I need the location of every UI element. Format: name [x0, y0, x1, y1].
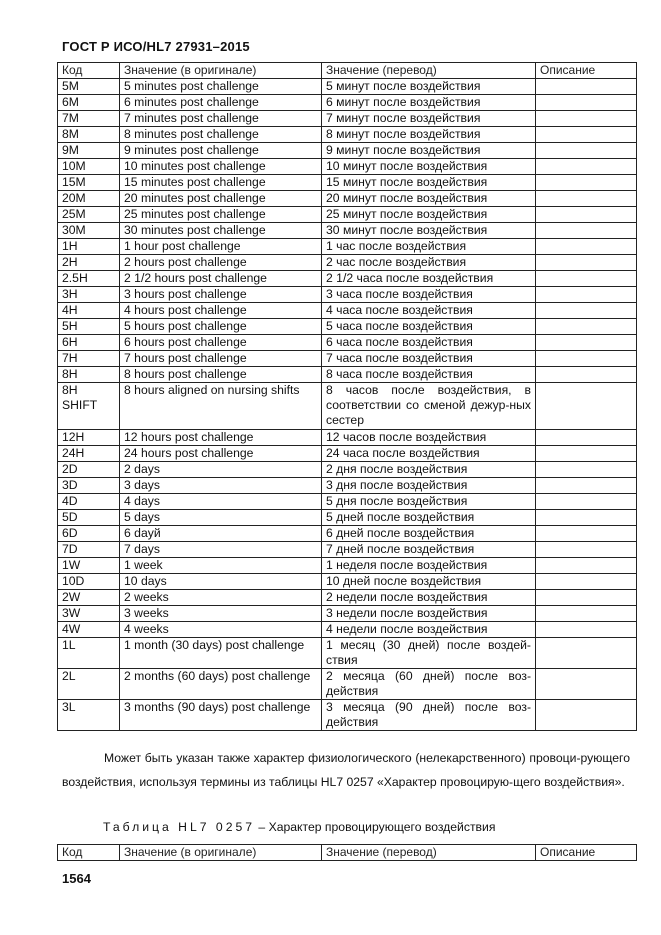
table-row — [58, 462, 637, 478]
original-cell: 3 weeks — [120, 606, 322, 622]
original-cell: 7 hours post challenge — [120, 351, 322, 367]
description-cell — [536, 558, 637, 574]
table-row — [58, 271, 637, 287]
code-cell: 4H — [58, 303, 120, 319]
translation-cell: 10 минут после воздействия — [322, 159, 536, 175]
translation-cell: 25 минут после воздействия — [322, 207, 536, 223]
code-cell: 4D — [58, 494, 120, 510]
description-cell — [536, 271, 637, 287]
original-cell: 3 months (90 days) post challenge — [120, 700, 322, 731]
translation-cell: 6 дней после воздействия — [322, 526, 536, 542]
description-cell — [536, 127, 637, 143]
table-row — [58, 287, 637, 303]
translation-cell: 6 минут после воздействия — [322, 95, 536, 111]
description-cell — [536, 351, 637, 367]
translation-cell: 2 час после воздействия — [322, 255, 536, 271]
description-cell — [536, 526, 637, 542]
description-cell — [536, 335, 637, 351]
original-cell: 1 week — [120, 558, 322, 574]
table-row — [58, 590, 637, 606]
header-description: Описание — [536, 63, 637, 79]
table-row — [58, 159, 637, 175]
translation-cell: 2 месяца (60 дней) после воз-действия — [322, 669, 536, 700]
table-row — [58, 430, 637, 446]
description-cell — [536, 494, 637, 510]
table-row — [58, 319, 637, 335]
code-cell: 30M — [58, 223, 120, 239]
translation-cell: 30 минут после воздействия — [322, 223, 536, 239]
original-cell: 1 hour post challenge — [120, 239, 322, 255]
table-row — [58, 542, 637, 558]
header-code: Код — [58, 63, 120, 79]
code-cell: 2.5H — [58, 271, 120, 287]
original-cell: 12 hours post challenge — [120, 430, 322, 446]
original-cell: 6 dayй — [120, 526, 322, 542]
table-0257-header — [57, 844, 637, 861]
original-cell: 2 weeks — [120, 590, 322, 606]
original-cell: 7 days — [120, 542, 322, 558]
code-cell: 3D — [58, 478, 120, 494]
code-cell: 10M — [58, 159, 120, 175]
code-cell: 25M — [58, 207, 120, 223]
header-code: Код — [58, 845, 120, 861]
translation-cell: 3 месяца (90 дней) после воз-действия — [322, 700, 536, 731]
translation-cell: 2 дня после воздействия — [322, 462, 536, 478]
code-cell: 6M — [58, 95, 120, 111]
code-cell: 2L — [58, 669, 120, 700]
translation-cell: 5 минут после воздействия — [322, 79, 536, 95]
caption-label: Таблица HL7 0257 — [103, 820, 256, 834]
original-cell: 5 minutes post challenge — [120, 79, 322, 95]
description-cell — [536, 478, 637, 494]
header-translation: Значение (перевод) — [322, 845, 536, 861]
description-cell — [536, 510, 637, 526]
translation-cell: 8 часов после воздействия, в соответствии со сменой дежур-ных сестер — [322, 383, 536, 430]
original-cell: 8 hours aligned on nursing shifts — [120, 383, 322, 430]
translation-cell: 8 часа после воздействия — [322, 367, 536, 383]
original-cell: 2 hours post challenge — [120, 255, 322, 271]
table-row — [58, 127, 637, 143]
description-cell — [536, 590, 637, 606]
description-cell — [536, 622, 637, 638]
code-cell: 2W — [58, 590, 120, 606]
page-number: 1564 — [62, 871, 91, 886]
code-cell: 8M — [58, 127, 120, 143]
translation-cell: 8 минут после воздействия — [322, 127, 536, 143]
translation-cell: 2 недели после воздействия — [322, 590, 536, 606]
original-cell: 15 minutes post challenge — [120, 175, 322, 191]
description-cell — [536, 175, 637, 191]
description-cell — [536, 319, 637, 335]
original-cell: 25 minutes post challenge — [120, 207, 322, 223]
original-cell: 1 month (30 days) post challenge — [120, 638, 322, 669]
translation-cell: 5 дней после воздействия — [322, 510, 536, 526]
description-cell — [536, 191, 637, 207]
code-cell: 7D — [58, 542, 120, 558]
description-cell — [536, 542, 637, 558]
translation-cell: 1 неделя после воздействия — [322, 558, 536, 574]
original-cell: 7 minutes post challenge — [120, 111, 322, 127]
original-cell: 5 days — [120, 510, 322, 526]
code-cell: 3H — [58, 287, 120, 303]
table-row — [58, 143, 637, 159]
description-cell — [536, 159, 637, 175]
code-cell: 6H — [58, 335, 120, 351]
description-cell — [536, 287, 637, 303]
translation-cell: 9 минут после воздействия — [322, 143, 536, 159]
description-cell — [536, 367, 637, 383]
translation-cell: 7 минут после воздействия — [322, 111, 536, 127]
table-header-row — [58, 63, 637, 79]
table-row — [58, 558, 637, 574]
original-cell: 4 days — [120, 494, 322, 510]
code-cell: 1L — [58, 638, 120, 669]
translation-cell: 1 месяц (30 дней) после воздей-ствия — [322, 638, 536, 669]
original-cell: 4 weeks — [120, 622, 322, 638]
description-cell — [536, 606, 637, 622]
original-cell: 8 minutes post challenge — [120, 127, 322, 143]
table-row — [58, 255, 637, 271]
original-cell: 8 hours post challenge — [120, 367, 322, 383]
code-cell: 7H — [58, 351, 120, 367]
code-cell: 20M — [58, 191, 120, 207]
original-cell: 4 hours post challenge — [120, 303, 322, 319]
code-cell: 5M — [58, 79, 120, 95]
header-description: Описание — [536, 845, 637, 861]
code-cell: 8H — [58, 367, 120, 383]
caption-dash: – — [255, 820, 269, 834]
table-row — [58, 351, 637, 367]
original-cell: 5 hours post challenge — [120, 319, 322, 335]
table-row — [58, 175, 637, 191]
table-row — [58, 700, 637, 731]
original-cell: 9 minutes post challenge — [120, 143, 322, 159]
description-cell — [536, 446, 637, 462]
header-original: Значение (в оригинале) — [120, 845, 322, 861]
description-cell — [536, 207, 637, 223]
description-cell — [536, 669, 637, 700]
document-header: ГОСТ Р ИСО/HL7 27931–2015 — [62, 39, 250, 54]
code-cell: 9M — [58, 143, 120, 159]
caption-title: Характер провоцирующего воздействия — [268, 820, 496, 834]
translation-cell: 12 часов после воздействия — [322, 430, 536, 446]
table-row — [58, 79, 637, 95]
code-cell: 10D — [58, 574, 120, 590]
translation-cell: 15 минут после воздействия — [322, 175, 536, 191]
table-row — [58, 526, 637, 542]
description-cell — [536, 462, 637, 478]
table-row — [58, 207, 637, 223]
description-cell — [536, 95, 637, 111]
translation-cell: 5 часа после воздействия — [322, 319, 536, 335]
description-cell — [536, 111, 637, 127]
code-cell: 2H — [58, 255, 120, 271]
original-cell: 2 days — [120, 462, 322, 478]
original-cell: 30 minutes post challenge — [120, 223, 322, 239]
translation-cell: 10 дней после воздействия — [322, 574, 536, 590]
header-translation: Значение (перевод) — [322, 63, 536, 79]
original-cell: 3 days — [120, 478, 322, 494]
translation-cell: 3 дня после воздействия — [322, 478, 536, 494]
code-cell: 8H SHIFT — [58, 383, 120, 430]
translation-cell: 4 часа после воздействия — [322, 303, 536, 319]
description-cell — [536, 383, 637, 430]
description-cell — [536, 79, 637, 95]
original-cell: 10 days — [120, 574, 322, 590]
table-row — [58, 95, 637, 111]
description-cell — [536, 700, 637, 731]
translation-cell: 7 часа после воздействия — [322, 351, 536, 367]
code-cell: 3L — [58, 700, 120, 731]
description-cell — [536, 143, 637, 159]
original-cell: 2 months (60 days) post challenge — [120, 669, 322, 700]
original-cell: 10 minutes post challenge — [120, 159, 322, 175]
body-paragraph: Может быть указан также характер физиологического (нелекарственного) провоци-рующего воздействия, используя термины из таблицы HL7 0257 «Характер провоцирую-щего воздействия». — [62, 751, 630, 789]
original-cell: 6 hours post challenge — [120, 335, 322, 351]
translation-cell: 6 часа после воздействия — [322, 335, 536, 351]
translation-cell: 3 часа после воздействия — [322, 287, 536, 303]
code-cell: 5H — [58, 319, 120, 335]
original-cell: 3 hours post challenge — [120, 287, 322, 303]
table-row — [58, 335, 637, 351]
table-header-row — [58, 845, 637, 861]
table-caption — [103, 820, 495, 834]
table-row — [58, 303, 637, 319]
translation-cell: 4 недели после воздействия — [322, 622, 536, 638]
code-cell: 5D — [58, 510, 120, 526]
code-cell: 24H — [58, 446, 120, 462]
code-cell: 7M — [58, 111, 120, 127]
code-cell: 12H — [58, 430, 120, 446]
code-cell: 3W — [58, 606, 120, 622]
code-cell: 4W — [58, 622, 120, 638]
description-cell — [536, 303, 637, 319]
description-cell — [536, 574, 637, 590]
table-row — [58, 669, 637, 700]
table-row — [58, 638, 637, 669]
translation-cell: 24 часа после воздействия — [322, 446, 536, 462]
translation-cell: 2 1/2 часа после воздействия — [322, 271, 536, 287]
code-cell: 15M — [58, 175, 120, 191]
original-cell: 20 minutes post challenge — [120, 191, 322, 207]
table-row — [58, 494, 637, 510]
translation-cell: 3 недели после воздействия — [322, 606, 536, 622]
translation-cell: 1 час после воздействия — [322, 239, 536, 255]
translation-cell: 20 минут после воздействия — [322, 191, 536, 207]
table-row — [58, 510, 637, 526]
table-row — [58, 446, 637, 462]
original-cell: 6 minutes post challenge — [120, 95, 322, 111]
description-cell — [536, 223, 637, 239]
header-original: Значение (в оригинале) — [120, 63, 322, 79]
original-cell: 24 hours post challenge — [120, 446, 322, 462]
code-cell: 2D — [58, 462, 120, 478]
table-row — [58, 383, 637, 430]
table-row — [58, 191, 637, 207]
description-cell — [536, 255, 637, 271]
original-cell: 2 1/2 hours post challenge — [120, 271, 322, 287]
code-cell: 1W — [58, 558, 120, 574]
table-row — [58, 478, 637, 494]
translation-cell: 7 дней после воздействия — [322, 542, 536, 558]
description-cell — [536, 239, 637, 255]
table-row — [58, 574, 637, 590]
translation-cell: 5 дня после воздействия — [322, 494, 536, 510]
code-cell: 1H — [58, 239, 120, 255]
table-row — [58, 606, 637, 622]
table-row — [58, 367, 637, 383]
description-cell — [536, 430, 637, 446]
code-cell: 6D — [58, 526, 120, 542]
table-row — [58, 223, 637, 239]
table-row — [58, 111, 637, 127]
table-row — [58, 239, 637, 255]
table-row — [58, 622, 637, 638]
codes-table — [57, 62, 637, 731]
description-cell — [536, 638, 637, 669]
